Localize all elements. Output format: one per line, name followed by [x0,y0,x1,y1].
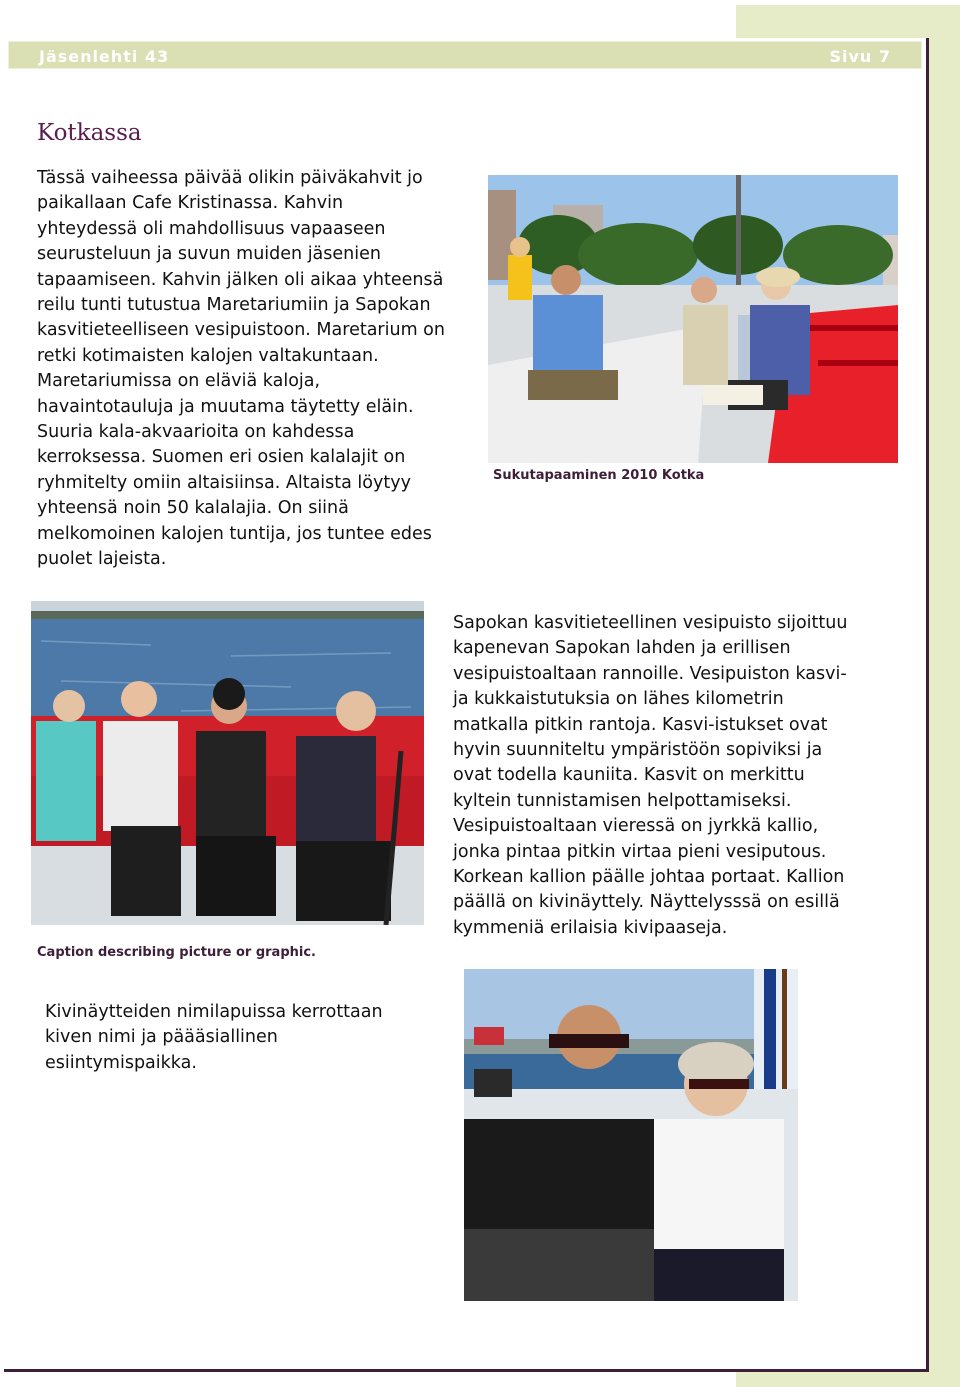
publication-name: Jäsenlehti 43 [39,47,170,66]
photo-couple-on-boat [464,969,798,1301]
article-paragraph-1: Tässä vaiheessa päivää olikin päiväkahvit jo paikallaan Cafe Kristinassa. Kahvin yhteydessä oli mahdollisuus vapaaseen seurusteluun ja suvun muiden jäsenien tapaamiseen. Kahvin jälken oli aikaa yhteensä reilu tunti tutustua Maretariumiin ja Sapokan kasvitieteelliseen vesipuistoon. Maretarium on retki kotimaisten kalojen valtakuntaan. Maretariumissa on eläviä kaloja, havaintotauluja ja muutama täytetty eläin. Suuria kala-akvaarioita on kahdessa kerroksessa. Suomen eri osien kalalajit on ryhmitelty omiin altaisiinsa. Altaista löytyy yhteensä noin 50 kalalajia. On siinä melkomoinen kalojen tuntija, jos tuntee edes puolet lajeista. [37,168,445,570]
page-number: Sivu 7 [829,47,891,66]
photo-boat-deck-group [488,175,898,463]
article-title: Kotkassa [37,120,142,146]
photo-caption-1: Sukutapaaminen 2010 Kotka [493,468,705,483]
article-paragraph-2: Sapokan kasvitieteellinen vesipuisto sijoittuu kapenevan Sapokan lahden ja erillisen vesipuistoaltaan rannoille. Vesipuiston kasvi-ja kukkaistutuksia on lähes kilometrin matkalla pitkin rantoja. Kasvi-istukset ovat hyvin suunniteltu ympäristöön sopiviksi ja ovat todella kauniita. Kasvit on merkittu kyltein tunnistamisen helpottamiseksi. Vesipuistoaltaan vieressä on jyrkkä kallio, jonka pintaa pitkin virtaa pieni vesiputous. Korkean kallion päälle johtaa portaat. Kallion päällä on kivinäyttely. Näyttelysssä on esillä kymmeniä erilaisia kivipaaseja. [453,613,848,938]
article-paragraph-3: Kivinäytteiden nimilapuissa kerrottaan kiven nimi ja päääsiallinen esiintymispaikka. [45,1002,383,1073]
photo-caption-2: Caption describing picture or graphic. [37,945,316,960]
photo-seniors-on-boat [31,601,424,925]
page-header [8,41,922,69]
